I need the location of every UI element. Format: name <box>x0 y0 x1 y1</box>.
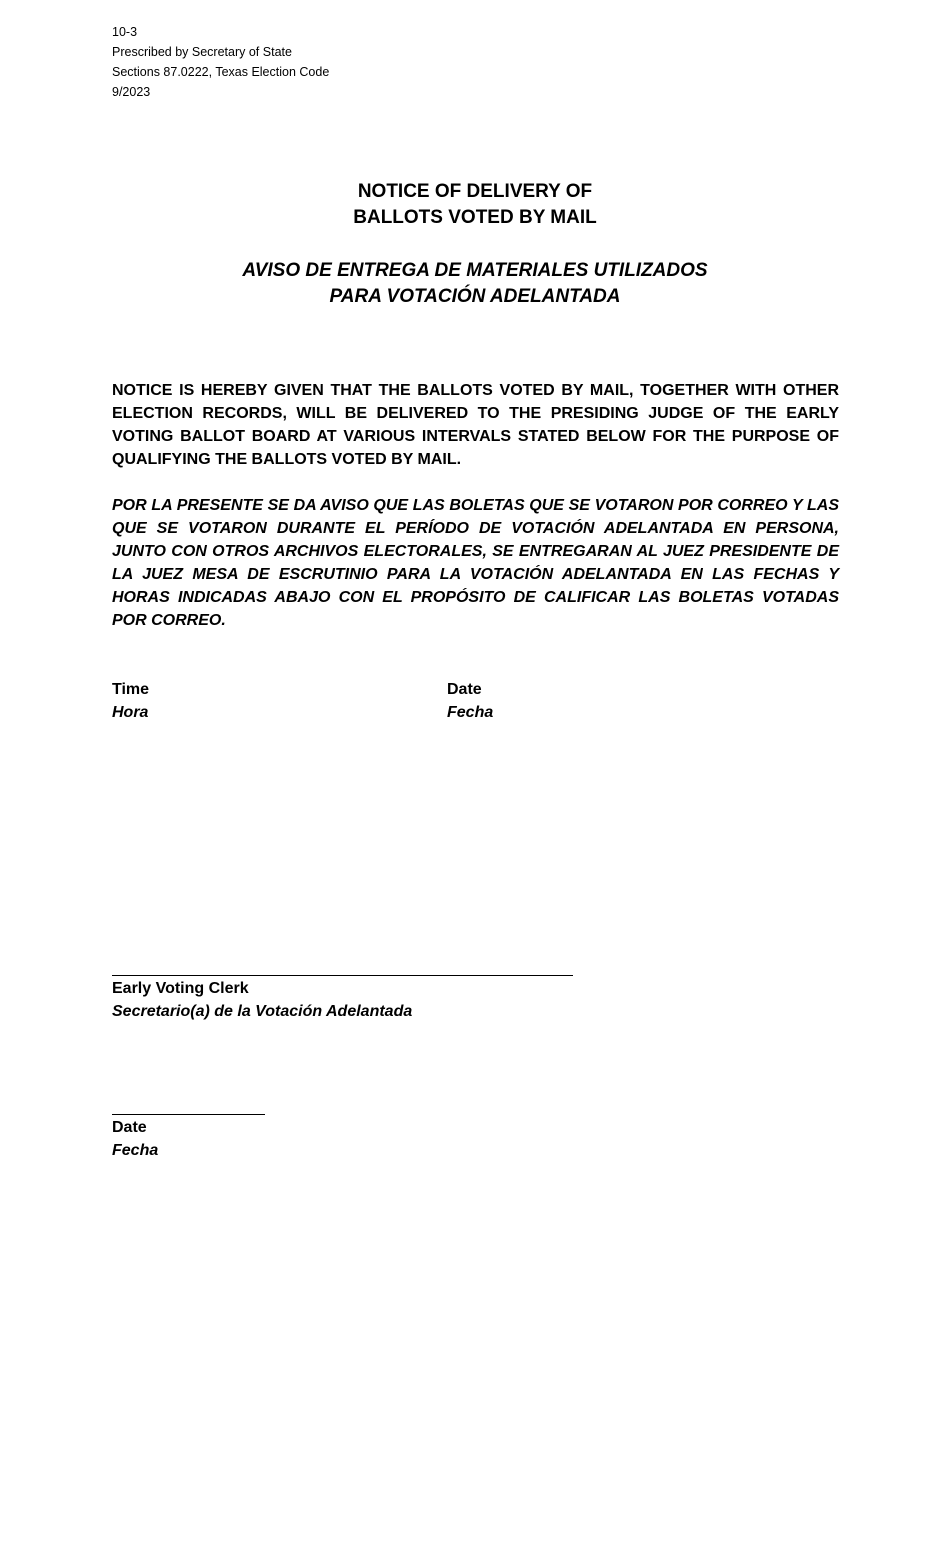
title-spanish <box>0 258 950 310</box>
title-english-line1: NOTICE OF DELIVERY OF <box>357 181 593 202</box>
sign-date-label-en: Date <box>112 1119 147 1136</box>
date-field-label <box>447 678 493 724</box>
title-english-line2: BALLOTS VOTED BY MAIL <box>353 207 597 228</box>
date-label-es: Fecha <box>447 704 494 721</box>
sign-date-label <box>112 1116 158 1162</box>
sign-date-line[interactable] <box>112 1114 265 1115</box>
time-field-label <box>112 678 149 724</box>
notice-english: NOTICE IS HEREBY GIVEN THAT THE BALLOTS VOTED BY MAIL, TOGETHER WITH OTHER ELECTION RECORDS, WILL BE DELIVERED TO THE PRESIDING JUDGE OF THE EARLY VOTING BALLOT BOARD AT VARIOUS INTERVALS STATED BELOW FOR THE PURPOSE OF QUALIFYING THE BALLOTS VOTED BY MAIL. <box>112 382 839 468</box>
date-label-en: Date <box>447 681 482 698</box>
title-spanish-line1: AVISO DE ENTREGA DE MATERIALES UTILIZADOS <box>242 260 708 281</box>
form-header <box>112 22 329 102</box>
title-english <box>0 179 950 231</box>
code-sections: Sections 87.0222, Texas Election Code <box>112 65 330 79</box>
clerk-signature-label <box>112 977 412 1023</box>
clerk-label-es: Secretario(a) de la Votación Adelantada <box>112 1003 413 1020</box>
clerk-label-en: Early Voting Clerk <box>112 980 249 997</box>
sign-date-label-es: Fecha <box>112 1142 159 1159</box>
form-number: 10-3 <box>112 25 138 39</box>
time-label-en: Time <box>112 681 150 698</box>
clerk-signature-line[interactable] <box>112 975 573 976</box>
prescribed-by: Prescribed by Secretary of State <box>112 45 292 59</box>
time-label-es: Hora <box>112 704 149 721</box>
title-spanish-line2: PARA VOTACIÓN ADELANTADA <box>329 286 621 307</box>
form-date: 9/2023 <box>112 85 151 99</box>
notice-spanish: POR LA PRESENTE SE DA AVISO QUE LAS BOLETAS QUE SE VOTARON POR CORREO Y LAS QUE SE VOTARON DURANTE EL PERÍODO DE VOTACIÓN ADELANTADA EN PERSONA, JUNTO CON OTROS ARCHIVOS ELECTORALES, SE ENTREGARAN AL JUEZ PRESIDENTE DE LA JUEZ MESA DE ESCRUTINIO PARA LA VOTACIÓN ADELANTADA EN LAS FECHAS Y HORAS INDICADAS ABAJO CON EL PROPÓSITO DE CALIFICAR LAS BOLETAS VOTADAS POR CORREO. <box>112 497 839 629</box>
